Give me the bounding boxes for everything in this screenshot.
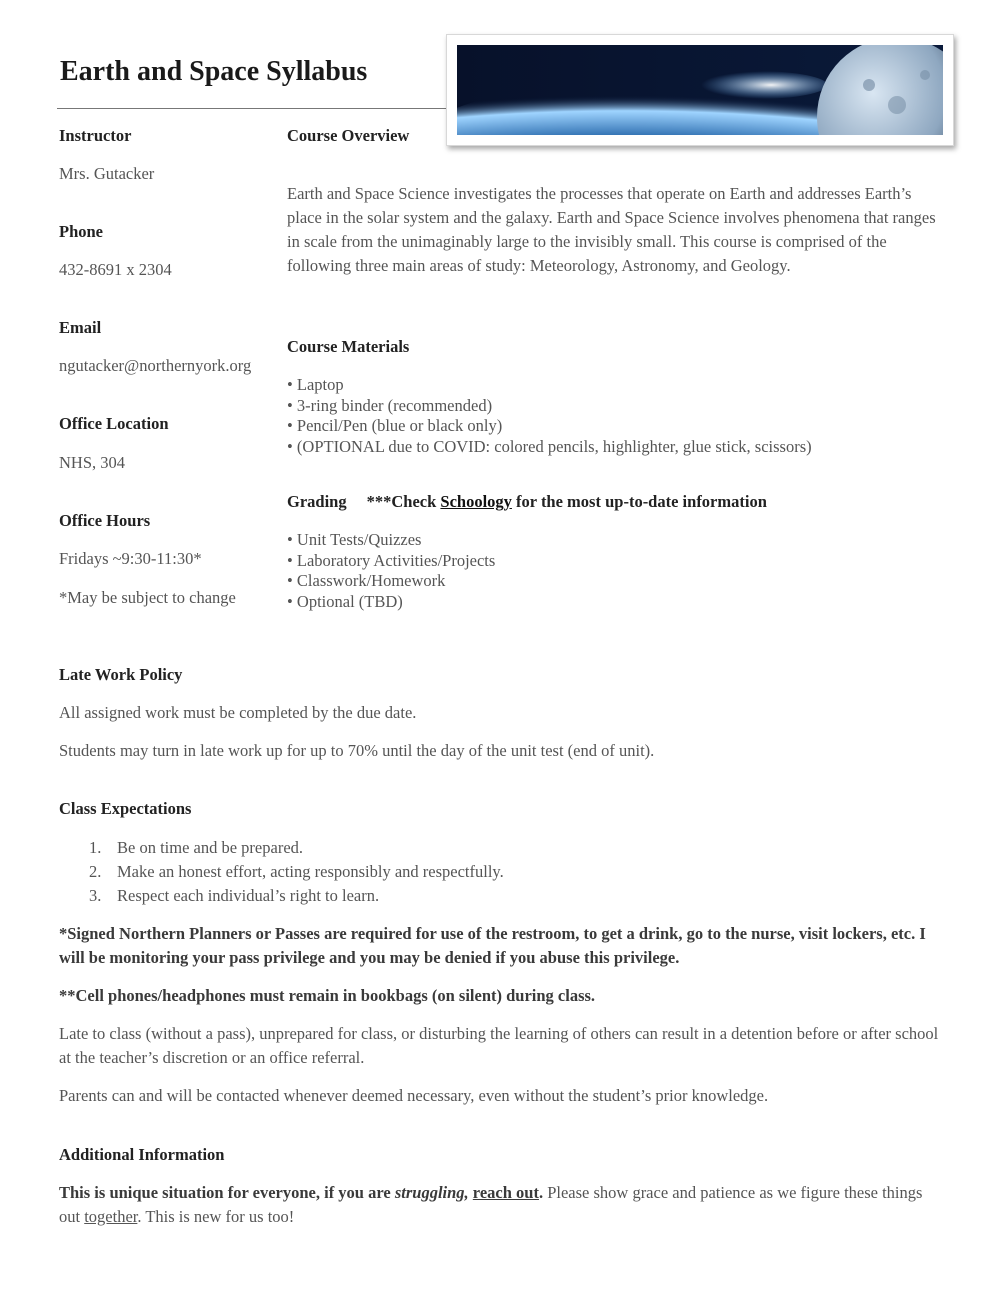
office-hours-value: Fridays ~9:30-11:30* <box>59 549 202 568</box>
list-item: 3. Respect each individual’s right to learn. <box>89 886 380 905</box>
instructor-value: Mrs. Gutacker <box>59 164 155 183</box>
earth-and-moon-image <box>457 45 943 135</box>
list-item: • Unit Tests/Quizzes <box>287 530 687 551</box>
list-item: • Laptop <box>287 375 947 396</box>
office-hours-note: *May be subject to change <box>59 588 236 607</box>
grading-heading-row <box>287 492 767 512</box>
course-overview-text: Earth and Space Science investigates the processes that operate on Earth and addresses Earth’s place in the solar system and the galaxy. Earth and Space Science involves phenomena that ranges in scale from the unimaginably large to the invisibly small. This course is comprised of the following three main areas of study: Meteorology, Astronomy, and Geology. <box>287 184 936 275</box>
schoology-link[interactable]: Schoology <box>440 492 512 511</box>
page-title: Earth and Space Syllabus <box>60 56 368 87</box>
late-work-heading: Late Work Policy <box>59 665 183 684</box>
additional-information-text: This is unique situation for everyone, if you are struggling, reach out. Please show grace and patience as we figure these things out together. This is new for us too! <box>59 1183 923 1226</box>
list-item: • Optional (TBD) <box>287 592 687 613</box>
phone-value: 432-8691 x 2304 <box>59 260 172 279</box>
course-overview-heading: Course Overview <box>287 126 410 145</box>
office-location-value: NHS, 304 <box>59 453 126 472</box>
class-expectations-list <box>59 836 859 908</box>
course-materials-list <box>287 375 947 457</box>
class-expectations-heading: Class Expectations <box>59 799 192 818</box>
instructor-label: Instructor <box>59 126 132 145</box>
list-item: • (OPTIONAL due to COVID: colored pencils, highlighter, glue stick, scissors) <box>287 437 947 458</box>
list-item: • Classwork/Homework <box>287 571 687 592</box>
list-item: • Pencil/Pen (blue or black only) <box>287 416 947 437</box>
course-materials-heading: Course Materials <box>287 337 410 356</box>
list-item: 1. Be on time and be prepared. <box>89 838 304 857</box>
title-divider <box>57 108 447 109</box>
office-hours-label: Office Hours <box>59 511 151 530</box>
email-value: ngutacker@northernyork.org <box>59 356 252 375</box>
grading-list <box>287 530 687 612</box>
phone-label: Phone <box>59 222 104 241</box>
list-item: 2. Make an honest effort, acting responsibly and respectfully. <box>89 862 504 881</box>
grading-heading: Grading <box>287 492 347 511</box>
additional-information-heading: Additional Information <box>59 1145 225 1164</box>
late-to-class-text: Late to class (without a pass), unprepared for class, or disturbing the learning of others can result in a detention before or after school at the teacher’s discretion or an office referral. <box>59 1024 939 1067</box>
phones-note: **Cell phones/headphones must remain in bookbags (on silent) during class. <box>59 986 596 1005</box>
list-item: • Laboratory Activities/Projects <box>287 551 687 572</box>
parents-contact-text: Parents can and will be contacted whenever deemed necessary, even without the student’s prior knowledge. <box>59 1086 769 1105</box>
banner-image-frame <box>446 34 954 146</box>
list-item: • 3-ring binder (recommended) <box>287 396 947 417</box>
planners-note: *Signed Northern Planners or Passes are required for use of the restroom, to get a drink, go to the nurse, visit lockers, etc. I will be monitoring your pass privilege and you may be denied if you abuse this privilege. <box>59 924 926 967</box>
late-work-line-1: All assigned work must be completed by the due date. <box>59 703 417 722</box>
grading-note-suffix: for the most up-to-date information <box>511 492 767 511</box>
late-work-line-2: Students may turn in late work up for up to 70% until the day of the unit test (end of unit). <box>59 741 655 760</box>
email-label: Email <box>59 318 102 337</box>
grading-note-prefix: ***Check <box>366 492 441 511</box>
office-location-label: Office Location <box>59 414 169 433</box>
